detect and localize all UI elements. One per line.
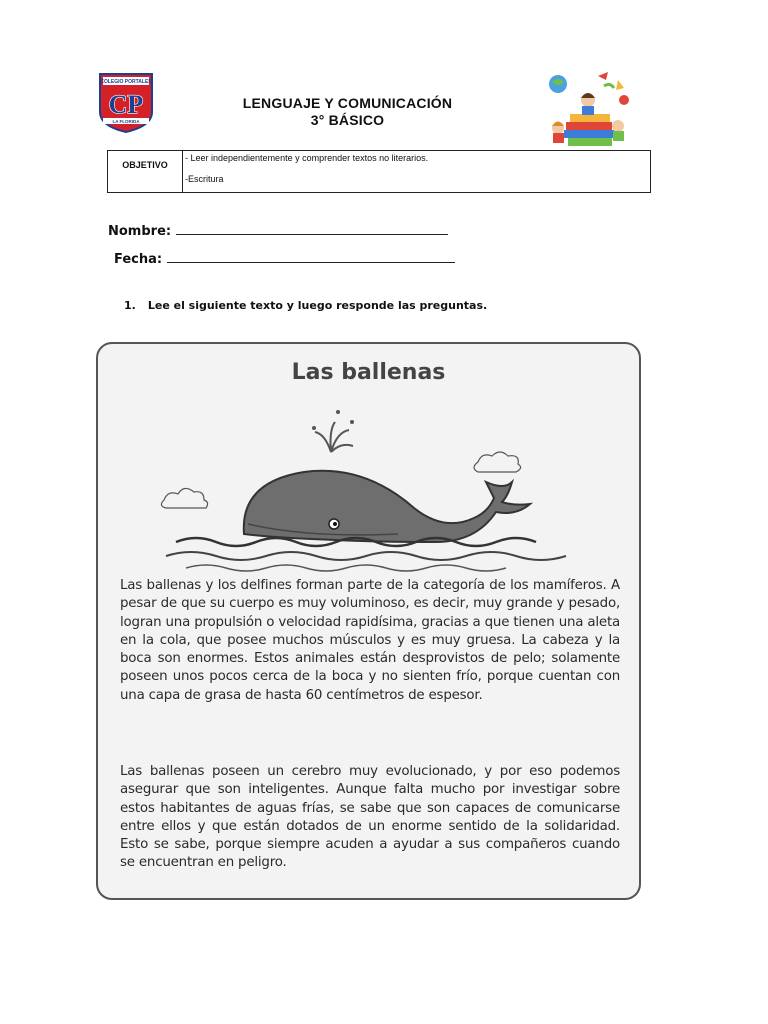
whale-icon bbox=[156, 392, 586, 572]
logo-bottom-text: LA FLORIDA bbox=[112, 119, 140, 124]
reading-card bbox=[96, 342, 641, 900]
name-input-line[interactable] bbox=[176, 224, 448, 235]
kids-reading-books-icon bbox=[536, 70, 636, 150]
objective-label: OBJETIVO bbox=[108, 151, 183, 192]
logo-top-text: COLEGIO PORTALES bbox=[100, 79, 152, 85]
date-field-row bbox=[114, 252, 455, 267]
objective-table bbox=[107, 150, 651, 193]
name-label: Nombre: bbox=[108, 224, 172, 239]
objective-item: - Leer independientemente y comprender textos no literarios. bbox=[185, 153, 429, 163]
school-logo bbox=[97, 72, 155, 134]
school-shield-icon bbox=[97, 72, 155, 134]
logo-initials: CP bbox=[108, 90, 144, 119]
instruction-number: 1. bbox=[124, 299, 136, 312]
grade-title: 3° BÁSICO bbox=[310, 112, 385, 128]
page-title bbox=[190, 95, 505, 129]
date-label: Fecha: bbox=[114, 252, 163, 267]
instruction bbox=[124, 299, 487, 312]
reading-title: Las ballenas bbox=[291, 360, 446, 385]
reading-paragraph: Las ballenas poseen un cerebro muy evolucionado, y por eso podemos asegurar que son inteligentes. Aunque falta mucho por investigar sobre estos habitantes de aguas frías, se sabe que son capaces de comunicarse entre ellos y que están dotados de un enorme sentido de la solidaridad. Esto se sabe, porque siempre acuden a ayudar a sus compañeros cuando se encuentran en peligro. bbox=[120, 764, 620, 871]
objective-item: -Escritura bbox=[185, 174, 224, 184]
objective-list bbox=[183, 151, 650, 192]
subject-title: LENGUAJE Y COMUNICACIÓN bbox=[242, 95, 453, 111]
reading-paragraph: Las ballenas y los delfines forman parte de la categoría de los mamíferos. A pesar de que su cuerpo es muy voluminoso, es decir, muy grande y pesado, logran una propulsión o velocidad rapidísima, gracias a que tienen una aleta en la cola, que posee muchos músculos y es muy gruesa. La cabeza y la boca son enormes. Estos animales están desprovistos de pelo; solamente poseen unos pocos cerca de la boca y no sienten frío, porque cuentan con una capa de grasa de hasta 60 centímetros de espesor. bbox=[120, 578, 620, 703]
date-input-line[interactable] bbox=[167, 252, 455, 263]
name-field-row bbox=[108, 224, 448, 239]
instruction-text: Lee el siguiente texto y luego responde las preguntas. bbox=[147, 299, 488, 312]
